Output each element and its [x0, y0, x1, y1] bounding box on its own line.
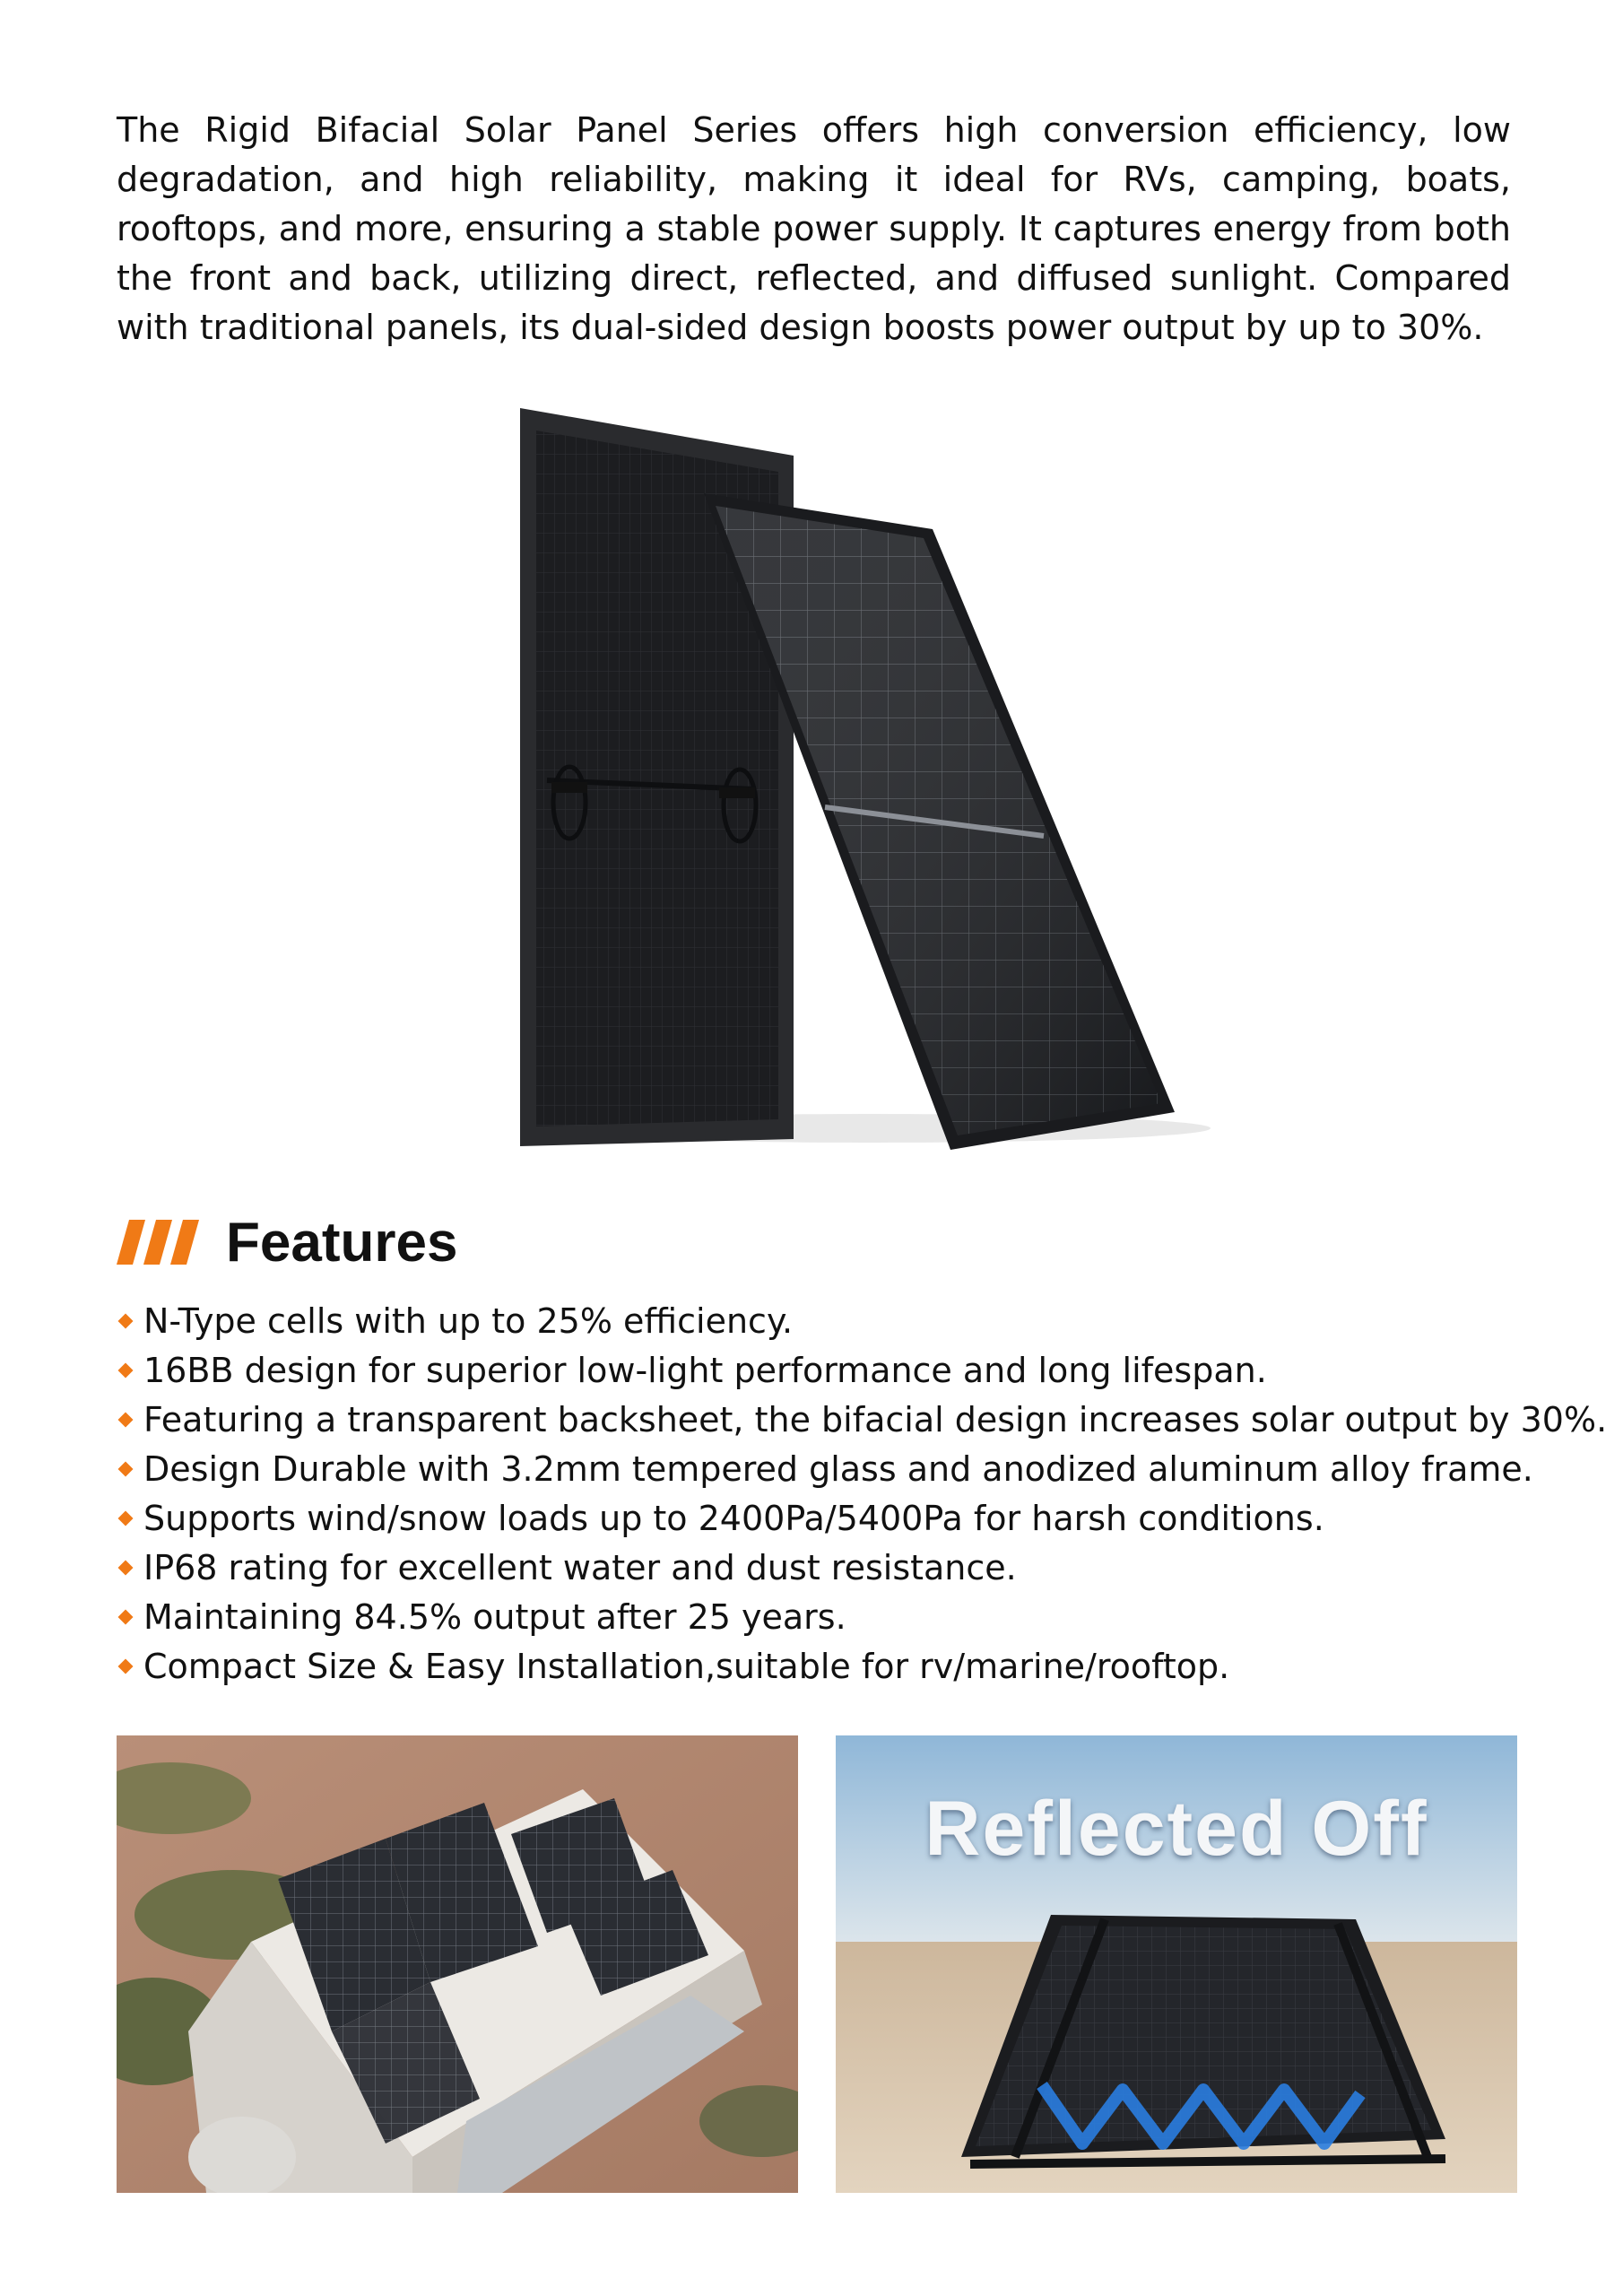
rv-rooftop-illustration: [117, 1735, 798, 2193]
feature-text: Featuring a transparent backsheet, the bifacial design increases solar output by 30%.: [143, 1399, 1608, 1439]
feature-text: Compact Size & Easy Installation,suitable for rv/marine/rooftop.: [143, 1646, 1230, 1686]
feature-item: [117, 1296, 1551, 1345]
features-title: Features: [226, 1211, 458, 1274]
feature-list: [117, 1296, 1608, 1691]
intro-paragraph: The Rigid Bifacial Solar Panel Series offers high conversion efficiency, low degradation, and high reliability, making it ideal for RVs, camping, boats, rooftops, and more, ensuring a stable power supply. It captures energy from both the front and back, utilizing direct, reflected, and diffused sunlight. Compared with traditional panels, its dual-sided design boosts power output by up to 30%.: [117, 110, 1511, 347]
feature-item: [117, 1395, 1608, 1444]
diamond-bullet-icon: [118, 1560, 134, 1575]
features-header: [117, 1202, 457, 1283]
feature-item: [117, 1444, 1551, 1493]
feature-item: [117, 1543, 1551, 1592]
rv-rooftop-photo: [117, 1735, 798, 2193]
diamond-bullet-icon: [118, 1658, 134, 1674]
reflected-light-photo: [836, 1735, 1517, 2193]
feature-item: [117, 1493, 1551, 1543]
feature-item: [117, 1592, 1551, 1641]
feature-text: Design Durable with 3.2mm tempered glass and anodized aluminum alloy frame.: [143, 1448, 1533, 1489]
diamond-bullet-icon: [118, 1412, 134, 1427]
triple-slash-stripes-icon: [117, 1220, 206, 1265]
reflected-off-caption: Reflected Off: [924, 1786, 1428, 1872]
feature-item: [117, 1345, 1551, 1395]
diamond-bullet-icon: [118, 1461, 134, 1476]
diamond-bullet-icon: [118, 1313, 134, 1328]
feature-text: Maintaining 84.5% output after 25 years.: [143, 1596, 846, 1637]
diamond-bullet-icon: [118, 1609, 134, 1624]
feature-text: N-Type cells with up to 25% efficiency.: [143, 1300, 794, 1341]
feature-text: Supports wind/snow loads up to 2400Pa/5400Pa for harsh conditions.: [143, 1498, 1324, 1538]
feature-item: [117, 1641, 1551, 1691]
feature-text: 16BB design for superior low-light performance and long lifespan.: [143, 1350, 1267, 1390]
feature-text: IP68 rating for excellent water and dust resistance.: [143, 1547, 1017, 1587]
diamond-bullet-icon: [118, 1362, 134, 1378]
diamond-bullet-icon: [118, 1510, 134, 1526]
bifacial-panels-image: [404, 395, 1211, 1166]
